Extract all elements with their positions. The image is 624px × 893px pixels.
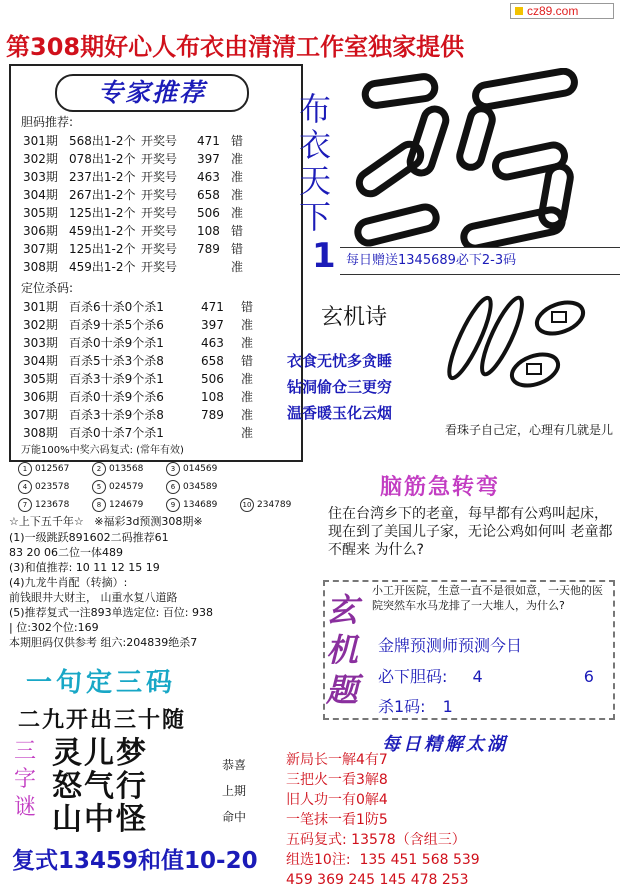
dan-line-label: 必下胆码: <box>378 667 448 686</box>
jiu-sui: 二九开出三十随 <box>18 708 187 733</box>
kill-line <box>378 694 453 717</box>
sanzi-lines <box>52 737 202 836</box>
sanzi-line: 灵儿梦 <box>52 736 148 771</box>
fushi-value: 124679 <box>109 500 144 510</box>
dan-cell-res: 准 <box>231 206 244 220</box>
dan-label: 胆码推荐: <box>21 115 74 129</box>
kill-cell-pick: 百杀0十杀9个杀6 <box>69 390 164 404</box>
fushi-cell <box>18 478 92 496</box>
dan-a: 4 <box>472 667 483 686</box>
xuanji-ti-char: 机 <box>326 631 359 669</box>
dan-cell-pick: 078出1-2个 <box>69 152 136 166</box>
fushi-value: 024579 <box>109 482 144 492</box>
brain-title: 脑筋急转弯 <box>380 475 501 500</box>
fushi-cell <box>166 478 240 496</box>
fushi-cell <box>92 460 166 478</box>
dan-cell-kai: 开奖号 <box>141 170 178 184</box>
table-row <box>23 168 293 186</box>
taihu-wuma: 五码复式: 13578（含组三） <box>286 832 466 848</box>
fushi-index: 8 <box>92 498 106 512</box>
dan-cell-kai: 开奖号 <box>141 206 178 220</box>
kill-cell-num: 108 <box>201 390 224 404</box>
gold-line: 金牌预测师预测今日 <box>378 636 523 655</box>
fushi-grid <box>18 460 298 514</box>
fushi-index: 7 <box>18 498 32 512</box>
dan-cell-kai: 开奖号 <box>141 260 178 274</box>
kill-list <box>23 298 293 442</box>
taihu-title: 每日精解太湖 <box>382 734 508 755</box>
kill-cell-pick: 百杀3十杀9个杀1 <box>69 372 164 386</box>
congrats-line: 命中 <box>222 810 247 824</box>
buyi-char: 下 <box>299 198 332 236</box>
taihu-line: 三把火一看3解8 <box>286 772 388 788</box>
xuanji-ti-title <box>326 590 366 710</box>
table-row <box>23 370 293 388</box>
dan-b: 6 <box>583 667 594 686</box>
xuanji-ti-story: 小工开医院，生意一直不是很如意，一天他的医院突然车水马龙排了一大堆人，为什么? <box>372 584 603 612</box>
dan-cell-period: 305期 <box>23 206 58 220</box>
taihu-zuxuan-2: 459 369 245 145 478 253 <box>286 872 469 888</box>
big-number-graphic <box>345 68 615 248</box>
dan-cell-kai: 开奖号 <box>141 152 178 166</box>
kill-val: 1 <box>442 697 453 716</box>
info-line: 前钱眼井大财主， 山重水复八道路 <box>9 591 178 604</box>
poem-title: 玄机诗 <box>321 305 388 330</box>
sanzi-side-char: 谜 <box>14 795 37 820</box>
dan-cell-pick: 459出1-2个 <box>69 224 136 238</box>
dan-cell-period: 308期 <box>23 260 58 274</box>
expert-title: 专家推荐 <box>97 78 206 107</box>
fushi-cell <box>18 460 92 478</box>
logo-icon <box>515 7 523 15</box>
poem-panel <box>279 288 439 448</box>
dan-cell-res: 准 <box>231 170 244 184</box>
poem-lines <box>287 348 392 426</box>
dan-cell-kai: 开奖号 <box>141 188 178 202</box>
taihu-lines <box>286 750 616 890</box>
info-line: 本期胆码仅供参考 组六:204839绝杀7 <box>9 636 198 649</box>
fushi-row <box>18 478 298 496</box>
taihu-line: 一笔抹一看1防5 <box>286 812 388 828</box>
dan-line <box>378 664 594 687</box>
fushi-label: 万能100%中奖六码复式: <box>21 445 133 456</box>
taihu-zuxuan-1: 135 451 568 539 <box>359 852 480 868</box>
congrats-line: 上期 <box>222 784 247 798</box>
dan-cell-pick: 125出1-2个 <box>69 242 136 256</box>
dan-cell-res: 准 <box>231 152 244 166</box>
kill-cell-num: 463 <box>201 336 224 350</box>
table-row <box>23 258 293 276</box>
fushi-index: 6 <box>166 480 180 494</box>
dan-cell-res: 准 <box>231 260 244 274</box>
fushi-cell <box>166 460 240 478</box>
info-block <box>9 514 299 650</box>
xuanji-ti-char: 题 <box>326 671 359 709</box>
kill-cell-res: 准 <box>241 426 254 440</box>
sanzi-line: 怒气行 <box>52 769 148 804</box>
dan-cell-num: 506 <box>197 206 220 220</box>
kill-cell-res: 准 <box>241 408 254 422</box>
fushi-row <box>18 460 298 478</box>
kill-cell-res: 错 <box>241 300 254 314</box>
brain-text: 住在台湾乡下的老童，每早都有公鸡叫起床，现在到了美国儿子家，无论公鸡如何叫 老童都不醒来 为什么? <box>328 506 613 558</box>
table-row <box>23 352 293 370</box>
table-row <box>23 222 293 240</box>
kill-cell-period: 302期 <box>23 318 58 332</box>
table-row <box>23 132 293 150</box>
dan-cell-kai: 开奖号 <box>141 134 178 148</box>
dan-cell-pick: 237出1-2个 <box>69 170 136 184</box>
yiju-title: 一句定三码 <box>26 668 177 698</box>
fushi-index: 5 <box>92 480 106 494</box>
kill-cell-period: 306期 <box>23 390 58 404</box>
info-line: | 位:302个位:169 <box>9 621 99 634</box>
kill-cell-res: 准 <box>241 318 254 332</box>
taihu-zuxuan-label: 组选10注: <box>286 852 351 868</box>
dan-cell-pick: 459出1-2个 <box>69 260 136 274</box>
fushi-heading <box>21 443 184 459</box>
dan-cell-pick: 125出1-2个 <box>69 206 136 220</box>
buyi-char: 衣 <box>299 126 332 164</box>
xuanji-ti-char: 玄 <box>326 591 359 629</box>
kill-cell-period: 304期 <box>23 354 58 368</box>
daily-gift <box>340 247 620 275</box>
info-line: (5)推荐复式一注893单选定位: 百位: 938 <box>9 606 213 619</box>
fushi-cell <box>92 478 166 496</box>
fushi-value: 013568 <box>109 464 144 474</box>
fushi-cell <box>18 496 92 514</box>
kill-cell-period: 303期 <box>23 336 58 350</box>
dan-cell-kai: 开奖号 <box>141 224 178 238</box>
table-row <box>23 406 293 424</box>
fushi-value: 123678 <box>35 500 70 510</box>
fushi-index: 1 <box>18 462 32 476</box>
kill-cell-num: 658 <box>201 354 224 368</box>
fushi-value: 023578 <box>35 482 70 492</box>
info-line: (3)和值推荐: 10 11 12 15 19 <box>9 561 160 574</box>
dan-cell-kai: 开奖号 <box>141 242 178 256</box>
sanzi-side-char: 三 <box>14 739 37 764</box>
buyi-char: 布 <box>299 90 332 128</box>
table-row <box>23 240 293 258</box>
dan-cell-num: 463 <box>197 170 220 184</box>
dan-cell-num: 108 <box>197 224 220 238</box>
fushi-cell <box>92 496 166 514</box>
info-line: (4)九龙牛肖配（转摘）: <box>9 576 128 589</box>
dan-cell-num: 471 <box>197 134 220 148</box>
dan-cell-num: 789 <box>197 242 220 256</box>
fushi-value: 014569 <box>183 464 218 474</box>
info-line: 83 20 06二位一体489 <box>9 546 123 559</box>
kill-cell-num: 789 <box>201 408 224 422</box>
table-row <box>23 388 293 406</box>
kill-cell-res: 准 <box>241 390 254 404</box>
kill-cell-num: 506 <box>201 372 224 386</box>
kill-cell-period: 307期 <box>23 408 58 422</box>
fushi-index: 4 <box>18 480 32 494</box>
info-line: (1)一级跳跃891602二码推荐61 <box>9 531 169 544</box>
kill-line-label: 杀1码: <box>378 697 426 716</box>
kill-cell-pick: 百杀3十杀9个杀8 <box>69 408 164 422</box>
fushi-note: (常年有效) <box>136 445 184 456</box>
site-badge[interactable]: cz89.com <box>510 3 614 19</box>
pearl-graphic <box>440 278 620 418</box>
dan-cell-period: 303期 <box>23 170 58 184</box>
fushi-bottom: 复式13459和值10-20 <box>12 848 258 874</box>
fushi-index: 2 <box>92 462 106 476</box>
dan-cell-num: 397 <box>197 152 220 166</box>
pearl-caption: 看珠子自己定，心理有几就是儿 <box>445 423 614 437</box>
poem-line: 衣食无忧多贪睡 <box>287 352 393 370</box>
info-lines <box>9 530 299 650</box>
dan-cell-period: 302期 <box>23 152 58 166</box>
kill-cell-res: 错 <box>241 354 254 368</box>
dan-cell-period: 301期 <box>23 134 58 148</box>
kill-cell-pick: 百杀0十杀9个杀1 <box>69 336 164 350</box>
info-heading-left: ☆上下五千年☆ <box>9 515 84 528</box>
sanzi-side-char: 字 <box>14 767 37 792</box>
table-row <box>23 424 293 442</box>
buyi-title <box>299 91 339 235</box>
table-row <box>23 298 293 316</box>
dan-list <box>23 132 293 276</box>
kill-cell-pick: 百杀9十杀5个杀6 <box>69 318 164 332</box>
dan-cell-res: 错 <box>231 242 244 256</box>
kill-label: 定位杀码: <box>21 281 74 295</box>
poem-line: 钻洞偷仓三更穷 <box>287 378 393 396</box>
table-row <box>23 334 293 352</box>
kill-cell-pick: 百杀5十杀3个杀8 <box>69 354 164 368</box>
dan-cell-period: 307期 <box>23 242 58 256</box>
fushi-cell <box>240 496 300 514</box>
fushi-index: 10 <box>240 498 254 512</box>
fushi-value: 134689 <box>183 500 218 510</box>
kill-cell-pick: 百杀0十杀7个杀1 <box>69 426 164 440</box>
dan-cell-pick: 267出1-2个 <box>69 188 136 202</box>
dan-cell-res: 错 <box>231 134 244 148</box>
dan-cell-res: 错 <box>231 224 244 238</box>
kill-cell-res: 准 <box>241 336 254 350</box>
kill-cell-period: 305期 <box>23 372 58 386</box>
kill-cell-num: 471 <box>201 300 224 314</box>
kill-cell-num: 397 <box>201 318 224 332</box>
table-row <box>23 204 293 222</box>
fushi-index: 9 <box>166 498 180 512</box>
page-title: 第308期好心人布衣由清清工作室独家提供 <box>6 33 465 61</box>
fushi-cell <box>166 496 240 514</box>
fushi-index: 3 <box>166 462 180 476</box>
kill-cell-period: 301期 <box>23 300 58 314</box>
fushi-value: 034589 <box>183 482 218 492</box>
taihu-zuxuan <box>286 850 616 870</box>
sanzi-congrats <box>222 752 262 830</box>
table-row <box>23 186 293 204</box>
fushi-row <box>18 496 298 514</box>
table-row <box>23 316 293 334</box>
daily-gift-text: 每日赠送1345689必下2-3码 <box>346 253 517 268</box>
buyi-char: 天 <box>299 162 332 200</box>
dan-cell-num: 658 <box>197 188 220 202</box>
dan-cell-period: 304期 <box>23 188 58 202</box>
kill-cell-res: 准 <box>241 372 254 386</box>
dan-cell-res: 准 <box>231 188 244 202</box>
dan-cell-period: 306期 <box>23 224 58 238</box>
congrats-line: 恭喜 <box>222 758 247 772</box>
expert-panel <box>9 64 303 462</box>
dan-cell-pick: 568出1-2个 <box>69 134 136 148</box>
sanzi-line: 山中怪 <box>52 802 148 837</box>
expert-title-bubble <box>55 74 249 112</box>
poem-line: 温香暖玉化云烟 <box>287 404 393 422</box>
buyi-number: 1 <box>312 236 336 276</box>
sanzi-side <box>14 738 42 822</box>
fushi-value: 234789 <box>257 500 292 510</box>
taihu-line: 旧人功一有0解4 <box>286 792 388 808</box>
taihu-line: 新局长一解4有7 <box>286 752 388 768</box>
fushi-value: 012567 <box>35 464 70 474</box>
table-row <box>23 150 293 168</box>
kill-cell-pick: 百杀6十杀0个杀1 <box>69 300 164 314</box>
info-heading-right: ※福彩3d预测308期※ <box>94 515 203 528</box>
kill-cell-period: 308期 <box>23 426 58 440</box>
